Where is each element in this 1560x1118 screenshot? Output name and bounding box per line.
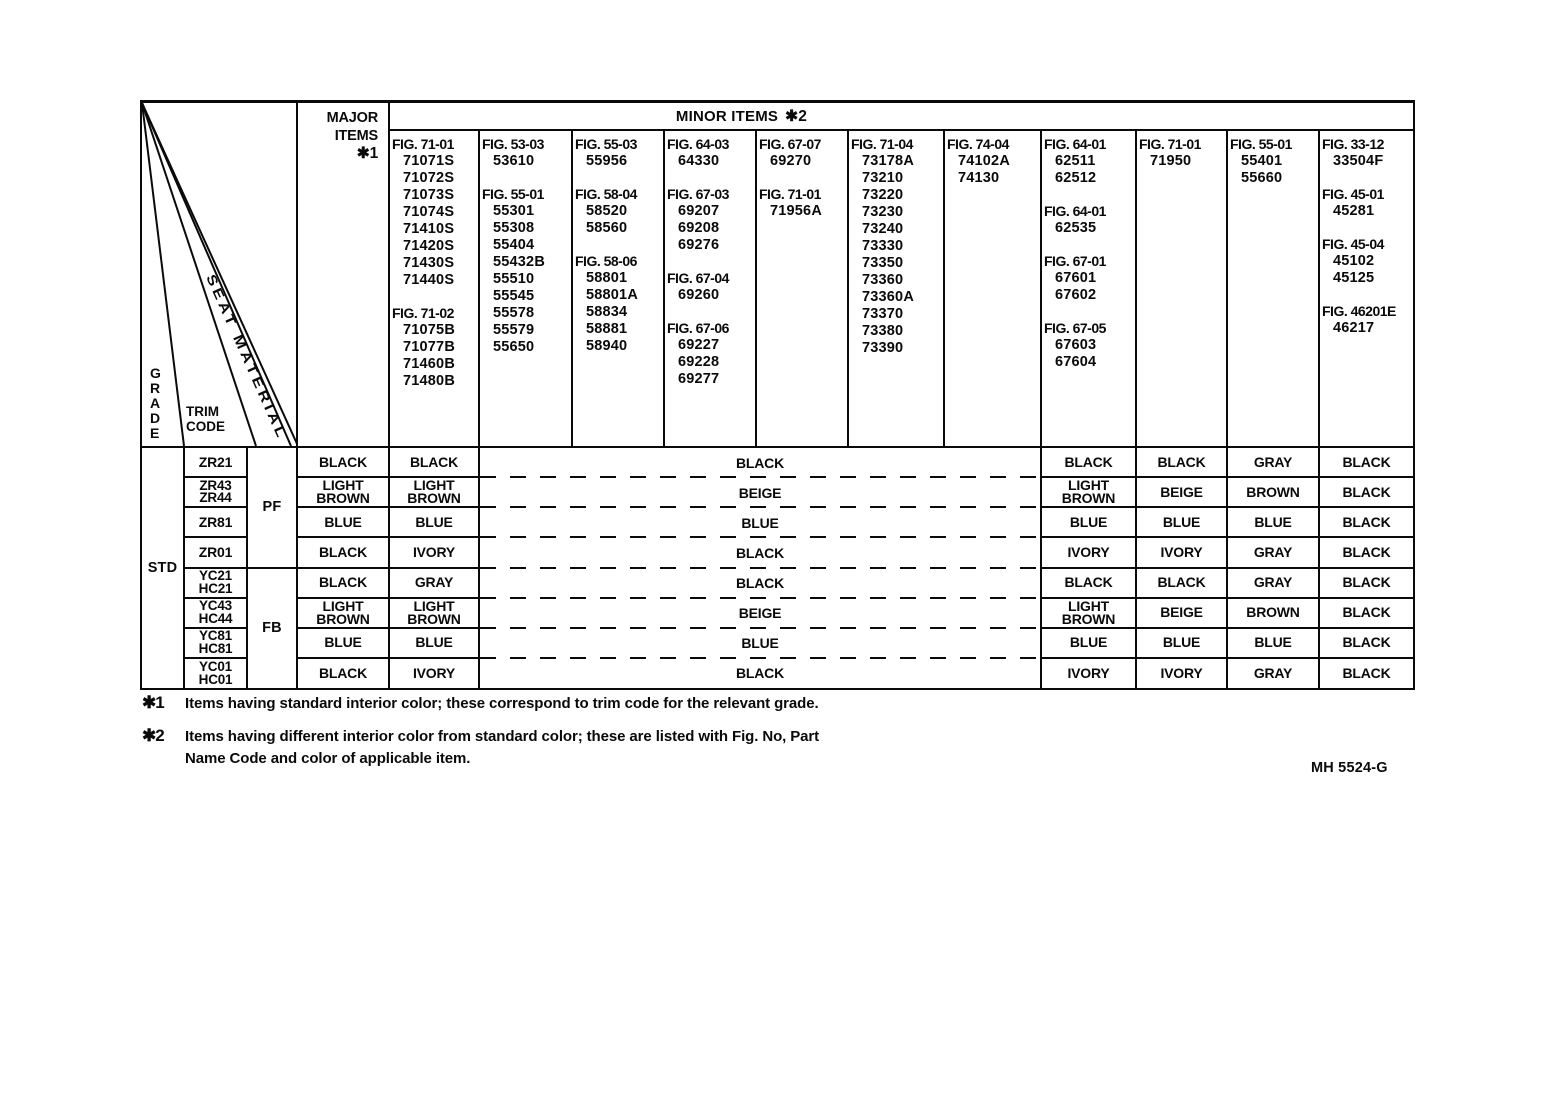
trim-code-cell (185, 599, 248, 629)
footnote-1 (142, 693, 819, 715)
trim-code-cell (185, 538, 248, 568)
color-cell-fig33-12 (1320, 659, 1413, 689)
color-value: BLACK (319, 574, 367, 591)
trim-code-cell (185, 629, 248, 659)
part-number: 69260 (678, 287, 720, 303)
footnote-2 (142, 726, 819, 770)
part-number: 62535 (1055, 220, 1097, 236)
color-cell-minor-common (480, 629, 1042, 659)
group-gap (1042, 187, 1135, 203)
part-number: 67602 (1055, 287, 1097, 303)
color-value: BLUE (324, 634, 362, 651)
color-value: IVORY (1160, 665, 1203, 682)
color-value: BLUE (415, 634, 453, 651)
trim-code: ZR21 (198, 454, 233, 471)
color-cell-fig71-01 (390, 599, 480, 629)
color-value: BLACK (1342, 665, 1391, 682)
color-value: BLACK (1342, 453, 1391, 470)
group-gap (1042, 304, 1135, 320)
color-cell-fig64-01 (1042, 599, 1137, 629)
group-gap (390, 289, 478, 305)
fig-number-label: FIG. 64-01 (1044, 136, 1106, 152)
color-cell-fig55-01 (1228, 569, 1320, 599)
color-value: LIGHT BROWN (316, 477, 370, 507)
part-number: 71460B (403, 356, 455, 372)
color-value: BLACK (736, 454, 784, 471)
color-cell-fig71-01-b (1137, 599, 1228, 629)
fig-number-label: FIG. 46201E (1322, 303, 1396, 319)
part-number: 55579 (493, 322, 535, 338)
color-value: BLACK (736, 544, 784, 561)
color-cell-major (298, 569, 390, 599)
color-cell-fig71-01-b (1137, 569, 1228, 599)
grade-axis-label: GRADE (150, 365, 161, 441)
group-gap (573, 170, 663, 186)
major-items-line1: MAJOR (326, 110, 378, 126)
fig-number-label: FIG. 45-04 (1322, 236, 1384, 252)
color-cell-fig71-01 (390, 538, 480, 568)
color-cell-fig55-01 (1228, 478, 1320, 508)
interior-color-table (140, 100, 1415, 690)
part-number: 55401 (1241, 153, 1283, 169)
minor-column-1 (390, 131, 480, 446)
trim-code: YC01 (199, 659, 232, 675)
color-cell-fig55-01 (1228, 659, 1320, 689)
part-number: 58801 (586, 270, 628, 286)
color-value: BLUE (415, 513, 453, 530)
color-cell-minor-common (480, 478, 1042, 508)
color-value: BEIGE (1160, 604, 1203, 621)
footnote-2-text (185, 726, 819, 770)
part-number: 71410S (403, 221, 455, 237)
color-value: BLACK (1342, 483, 1391, 500)
fig-number-label: FIG. 55-03 (575, 136, 637, 152)
part-number: 73330 (862, 238, 904, 254)
color-cell-fig71-01-b (1137, 659, 1228, 689)
color-value: LIGHT BROWN (407, 597, 461, 627)
part-number: 71956A (770, 203, 822, 219)
part-number: 45102 (1333, 253, 1375, 269)
fig-number-label: FIG. 67-01 (1044, 253, 1106, 269)
part-number: 62511 (1055, 153, 1096, 169)
fig-number-label: FIG. 33-12 (1322, 136, 1384, 152)
fig-number-label: FIG. 67-07 (759, 136, 821, 152)
document-code: MH 5524-G (1311, 760, 1388, 776)
group-gap (665, 170, 755, 186)
part-number: 71072S (403, 170, 455, 186)
color-value: BLUE (1162, 634, 1201, 651)
color-value: BROWN (1246, 483, 1300, 500)
part-number: 73240 (862, 221, 904, 237)
fig-number-label: FIG. 71-01 (1139, 136, 1201, 152)
group-gap (665, 254, 755, 270)
color-value: BLACK (319, 453, 367, 470)
body-grid (142, 448, 1413, 689)
part-number: 64330 (678, 153, 720, 169)
trim-code: HC44 (198, 610, 233, 626)
footnote-2-mark: ✱2 (142, 726, 164, 745)
material-cell: FB (248, 569, 298, 690)
color-value: BLUE (324, 513, 362, 530)
color-cell-minor-common (480, 508, 1042, 538)
fig-number-label: FIG. 67-05 (1044, 320, 1106, 336)
color-value: BLACK (1064, 453, 1113, 470)
part-number: 71073S (403, 187, 455, 203)
color-value: GRAY (1253, 574, 1293, 591)
color-cell-minor-common (480, 538, 1042, 568)
part-number: 58940 (586, 338, 628, 354)
part-number: 55301 (493, 203, 535, 219)
color-cell-fig55-01 (1228, 538, 1320, 568)
trim-code: ZR01 (198, 544, 233, 561)
color-value: GRAY (414, 574, 454, 591)
trim-code: ZR43 (199, 477, 232, 493)
color-cell-fig64-01 (1042, 659, 1137, 689)
part-number: 73380 (862, 323, 904, 339)
trim-code: HC21 (198, 580, 233, 596)
color-value: BLACK (1342, 634, 1391, 651)
color-value: IVORY (412, 665, 456, 682)
color-cell-fig71-01-b (1137, 448, 1228, 478)
part-number: 73178A (862, 153, 914, 169)
part-number: 71077B (403, 339, 455, 355)
color-cell-minor-common (480, 599, 1042, 629)
trim-code-cell (185, 569, 248, 599)
fig-number-label: FIG. 71-02 (392, 305, 454, 321)
fig-number-label: FIG. 71-01 (392, 136, 454, 152)
part-number: 71074S (403, 204, 455, 220)
color-value: BLACK (319, 543, 367, 560)
trim-code: HC81 (198, 640, 233, 656)
part-number: 58560 (586, 220, 628, 236)
trim-code: YC81 (199, 628, 232, 644)
fig-number-label: FIG. 58-06 (575, 253, 637, 269)
part-number: 55545 (493, 288, 535, 304)
color-value: BEIGE (1160, 483, 1203, 500)
fig-number-label: FIG. 45-01 (1322, 186, 1384, 202)
fig-number-label: FIG. 67-04 (667, 270, 729, 286)
color-value: GRAY (1253, 543, 1293, 560)
part-number: 62512 (1055, 170, 1097, 186)
part-number: 58881 (586, 321, 628, 337)
fig-number-label: FIG. 64-03 (667, 136, 729, 152)
color-cell-fig33-12 (1320, 538, 1413, 568)
color-value: LIGHT BROWN (1061, 477, 1116, 507)
minor-column-6 (849, 131, 945, 446)
color-cell-fig64-01 (1042, 508, 1137, 538)
part-number: 55956 (586, 153, 628, 169)
color-cell-fig71-01 (390, 629, 480, 659)
color-cell-fig33-12 (1320, 569, 1413, 599)
trim-code: YC21 (199, 568, 232, 584)
color-value: BLACK (319, 665, 367, 682)
color-cell-fig71-01 (390, 569, 480, 599)
color-value: BLACK (1342, 574, 1391, 591)
part-number: 55510 (493, 271, 535, 287)
color-value: LIGHT BROWN (316, 597, 370, 627)
color-cell-fig71-01 (390, 478, 480, 508)
fig-number-label: FIG. 74-04 (947, 136, 1009, 152)
color-value: IVORY (1067, 665, 1110, 682)
color-value: BLACK (736, 665, 784, 682)
part-number: 73350 (862, 255, 904, 271)
major-items-mark: ✱1 (356, 145, 378, 162)
color-value: LIGHT BROWN (407, 477, 461, 507)
part-number: 55578 (493, 305, 535, 321)
part-number: 71440S (403, 272, 455, 288)
color-cell-major (298, 599, 390, 629)
color-cell-fig64-01 (1042, 478, 1137, 508)
trim-code-cell (185, 478, 248, 508)
minor-column-2 (480, 131, 573, 446)
part-number: 73370 (862, 306, 904, 322)
part-number: 58520 (586, 203, 628, 219)
fig-number-label: FIG. 67-03 (667, 186, 729, 202)
trim-code-cell (185, 448, 248, 478)
fig-number-label: FIG. 58-04 (575, 186, 637, 202)
trim-code-cell (185, 508, 248, 538)
group-gap (665, 304, 755, 320)
color-value: BEIGE (738, 605, 782, 622)
color-value: BLACK (736, 575, 784, 592)
part-number: 71430S (403, 255, 455, 271)
material-cell: PF (248, 448, 298, 569)
footnote-2-line2: Name Code and color of applicable item. (185, 750, 471, 767)
part-number: 33504F (1333, 153, 1384, 169)
part-number: 71075B (403, 322, 455, 338)
part-number: 58834 (586, 304, 628, 320)
color-value: BLUE (1254, 513, 1292, 530)
fig-number-label: FIG. 71-01 (759, 186, 821, 202)
part-number: 69276 (678, 237, 720, 253)
major-items-header-cell (298, 103, 390, 446)
color-cell-minor-common (480, 569, 1042, 599)
group-gap (480, 170, 571, 186)
part-number: 73360A (862, 289, 914, 305)
color-value: BLACK (1342, 543, 1391, 560)
fig-number-label: FIG. 53-03 (482, 136, 544, 152)
minor-column-4 (665, 131, 757, 446)
grade-cell: STD (142, 448, 185, 689)
minor-items-label: MINOR ITEMS (675, 107, 779, 125)
color-cell-fig71-01-b (1137, 478, 1228, 508)
minor-column-3 (573, 131, 665, 446)
color-cell-fig71-01-b (1137, 508, 1228, 538)
part-number: 69207 (678, 203, 720, 219)
trim-code: YC43 (199, 598, 232, 614)
color-value: BLACK (1157, 574, 1206, 591)
part-number: 69228 (678, 354, 720, 370)
part-number: 67601 (1055, 270, 1097, 286)
fig-number-label: FIG. 55-01 (1230, 136, 1292, 152)
color-value: BLACK (410, 453, 458, 470)
minor-items-area (390, 103, 1413, 446)
color-cell-fig71-01-b (1137, 629, 1228, 659)
footnote-1-mark: ✱1 (142, 693, 164, 712)
part-number: 46217 (1333, 320, 1375, 336)
part-number: 55432B (493, 254, 545, 270)
part-number: 71071S (403, 153, 455, 169)
fig-number-label: FIG. 71-04 (851, 136, 913, 152)
color-value: BLACK (1342, 513, 1391, 530)
minor-column-11 (1320, 131, 1413, 446)
group-gap (1320, 170, 1413, 186)
minor-column-8 (1042, 131, 1137, 446)
part-number: 55404 (493, 237, 535, 253)
color-cell-fig55-01 (1228, 629, 1320, 659)
part-number: 45281 (1333, 203, 1375, 219)
color-value: IVORY (412, 543, 456, 560)
color-value: BLACK (1064, 574, 1113, 591)
color-cell-minor-common (480, 659, 1042, 689)
part-number: 69227 (678, 337, 720, 353)
part-number: 73210 (862, 170, 904, 186)
part-number: 74102A (958, 153, 1010, 169)
minor-column-9 (1137, 131, 1228, 446)
trim-code: HC01 (198, 671, 233, 687)
color-cell-fig33-12 (1320, 599, 1413, 629)
color-cell-fig64-01 (1042, 629, 1137, 659)
minor-column-5 (757, 131, 849, 446)
part-number: 67604 (1055, 354, 1097, 370)
color-value: BLUE (1069, 513, 1108, 530)
part-number: 73230 (862, 204, 904, 220)
part-number: 69277 (678, 371, 720, 387)
color-cell-major (298, 538, 390, 568)
color-value: GRAY (1253, 665, 1293, 682)
color-value: IVORY (1067, 543, 1110, 560)
color-cell-fig33-12 (1320, 478, 1413, 508)
trim-code: ZR44 (199, 490, 232, 506)
part-number: 71480B (403, 373, 455, 389)
footnote-2-line1: Items having different interior color from standard color; these are listed with Fig. No, Part (185, 728, 820, 745)
part-number: 73220 (862, 187, 904, 203)
seat-material-label: SEAT MATERIAL (203, 272, 277, 413)
minor-items-header (390, 103, 1413, 131)
part-number: 55308 (493, 220, 535, 236)
fig-number-label: FIG. 67-06 (667, 320, 729, 336)
corner-cell (142, 103, 298, 446)
table-header-region (142, 103, 1413, 448)
footnote-1-text: Items having standard interior color; these correspond to trim code for the relevant grade. (185, 695, 819, 712)
color-value: GRAY (1253, 453, 1293, 470)
color-cell-fig33-12 (1320, 508, 1413, 538)
part-number: 73360 (862, 272, 904, 288)
minor-column-10 (1228, 131, 1320, 446)
minor-columns (390, 131, 1413, 446)
color-cell-major (298, 659, 390, 689)
color-cell-fig55-01 (1228, 448, 1320, 478)
color-cell-fig71-01-b (1137, 538, 1228, 568)
part-number: 71950 (1150, 153, 1192, 169)
color-cell-fig64-01 (1042, 569, 1137, 599)
fig-number-label: FIG. 64-01 (1044, 203, 1106, 219)
group-gap (757, 170, 847, 186)
part-number: 55660 (1241, 170, 1283, 186)
part-number: 55650 (493, 339, 535, 355)
group-gap (1320, 287, 1413, 303)
color-cell-major (298, 478, 390, 508)
color-cell-fig71-01 (390, 659, 480, 689)
group-gap (573, 237, 663, 253)
color-cell-fig71-01 (390, 508, 480, 538)
color-value: IVORY (1160, 543, 1203, 560)
color-cell-major (298, 629, 390, 659)
part-number: 71420S (403, 238, 455, 254)
trim-code: ZR81 (198, 514, 233, 531)
color-value: BEIGE (738, 484, 782, 501)
color-cell-fig55-01 (1228, 508, 1320, 538)
part-number: 74130 (958, 170, 1000, 186)
group-gap (1042, 237, 1135, 253)
part-number: 73390 (862, 340, 904, 356)
part-number: 45125 (1333, 270, 1375, 286)
color-value: BLUE (1162, 513, 1201, 530)
color-cell-fig64-01 (1042, 448, 1137, 478)
part-number: 58801A (586, 287, 638, 303)
fig-number-label: FIG. 55-01 (482, 186, 544, 202)
color-cell-fig33-12 (1320, 629, 1413, 659)
color-cell-major (298, 448, 390, 478)
color-value: BLUE (741, 514, 779, 531)
color-value: LIGHT BROWN (1061, 597, 1116, 627)
color-value: BLACK (1157, 453, 1206, 470)
color-cell-minor-common (480, 448, 1042, 478)
color-cell-fig33-12 (1320, 448, 1413, 478)
part-number: 67603 (1055, 337, 1097, 353)
color-value: BLACK (1342, 604, 1391, 621)
part-number: 69208 (678, 220, 720, 236)
color-cell-fig55-01 (1228, 599, 1320, 629)
minor-column-7 (945, 131, 1042, 446)
minor-items-mark: ✱2 (785, 107, 808, 125)
major-items-line2: ITEMS (334, 128, 378, 144)
group-gap (1320, 220, 1413, 236)
color-cell-major (298, 508, 390, 538)
color-value: BROWN (1246, 604, 1300, 621)
color-value: BLUE (741, 635, 779, 652)
color-cell-fig64-01 (1042, 538, 1137, 568)
part-number: 53610 (493, 153, 535, 169)
color-value: BLUE (1069, 634, 1108, 651)
part-number: 69270 (770, 153, 812, 169)
color-cell-fig71-01 (390, 448, 480, 478)
color-value: BLUE (1254, 634, 1292, 651)
trim-code-cell (185, 659, 248, 689)
trim-code-axis-label: TRIM CODE (186, 404, 226, 434)
